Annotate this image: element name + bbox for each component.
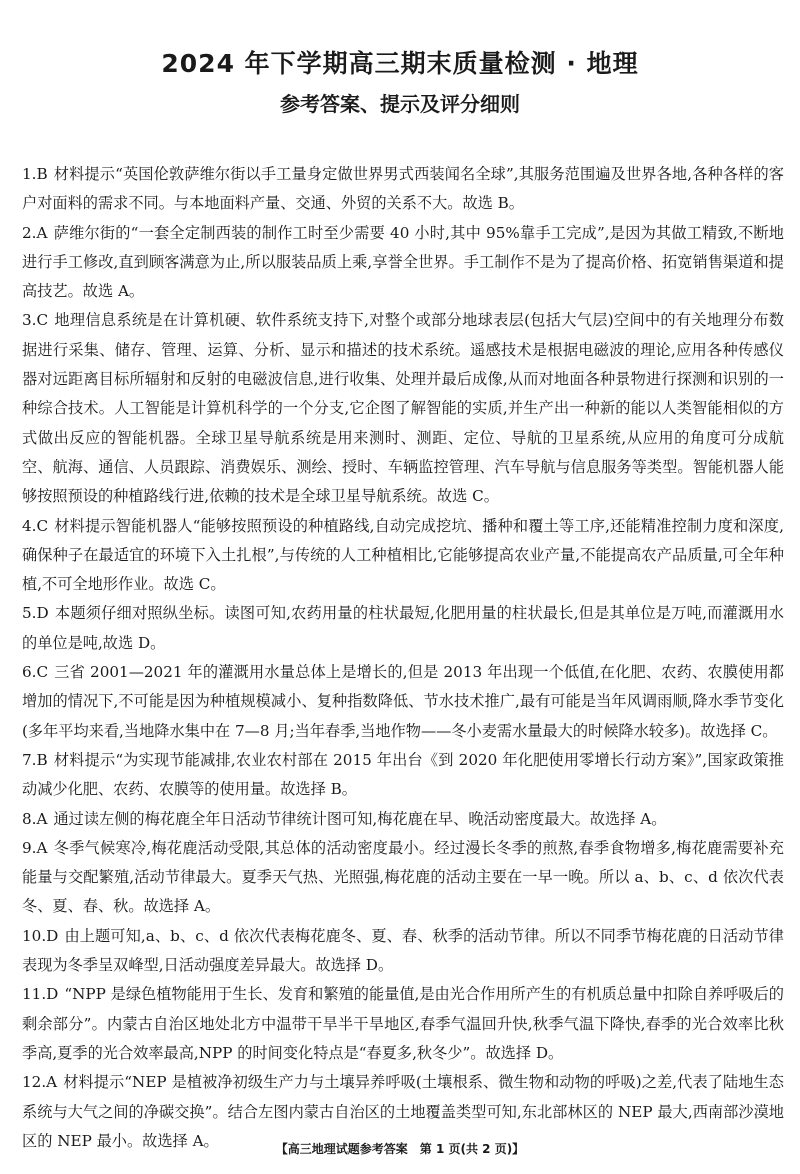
- answer-explanation: 冬季气候寒冷,梅花鹿活动受限,其总体的活动密度最小。经过漫长冬季的煎熬,春季食物增多,梅花鹿需要补充能量与交配繁殖,活动节律最大。夏季天气热、光照强,梅花鹿的活动主要在一早一晚。所以 a、b、c、d 依次代表冬、夏、春、秋。故选择 A。: [22, 838, 784, 916]
- answer-explanation: 由上题可知,a、b、c、d 依次代表梅花鹿冬、夏、春、秋季的活动节律。所以不同季节梅花鹿的日活动节律表现为冬季呈双峰型,日活动强度差异最大。故选择 D。: [22, 926, 784, 975]
- answer-item-11: [22, 980, 784, 1068]
- answer-explanation: 材料提示“NEP 是植被净初级生产力与土壤异养呼吸(土壤根系、微生物和动物的呼吸)之差,代表了陆地生态系统与大气之间的净碳交换”。结合左图内蒙古自治区的土地覆盖类型可知,东北部林区的 NEP 最大,西南部沙漠地区的 NEP 最小。故选择 A。: [22, 1073, 784, 1150]
- answer-explanation: “NPP 是绿色植物能用于生长、发育和繁殖的能量值,是由光合作用所产生的有机质总量中扣除自养呼吸后的剩余部分”。内蒙古自治区地处北方中温带干旱半干旱地区,春季气温回升快,秋季气温下降快,春季的光合效率比秋季高,夏季的光合效率最高,NPP 的时间变化特点是“春夏多,秋冬少”。故选择 D。: [22, 985, 784, 1062]
- answer-item-8: [22, 805, 784, 834]
- answer-number: 11.D: [22, 985, 59, 1004]
- answer-item-2: [22, 219, 784, 307]
- answer-explanation: 材料提示“为实现节能减排,农业农村部在 2015 年出台《到 2020 年化肥使用零增长行动方案》”,国家政策推动减少化肥、农药、农膜等的使用量。故选择 B。: [22, 750, 784, 799]
- answer-number: 8.A: [22, 809, 48, 828]
- answer-explanation: 本题须仔细对照纵坐标。读图可知,农药用量的柱状最短,化肥用量的柱状最长,但是其单位是万吨,而灌溉用水的单位是吨,故选 D。: [22, 604, 784, 652]
- answer-explanation: 通过读左侧的梅花鹿全年日活动节律统计图可知,梅花鹿在早、晚活动密度最大。故选择 A。: [53, 809, 667, 828]
- answer-item-3: [22, 306, 784, 511]
- answer-number: 4.C: [22, 516, 49, 535]
- answer-number: 6.C: [22, 663, 49, 682]
- document-subtitle: 参考答案、提示及评分细则: [280, 92, 520, 116]
- page-footer: 【高三地理试题参考答案 第 1 页(共 2 页)】: [275, 1142, 525, 1156]
- answer-item-4: [22, 512, 784, 600]
- document-title: 2024 年下学期高三期末质量检测 · 地理: [161, 49, 639, 78]
- answer-number: 5.D: [22, 604, 49, 623]
- answer-explanation: 三省 2001—2021 年的灌溉用水量总体上是增长的,但是 2013 年出现一个低值,在化肥、农药、农膜使用都增加的情况下,不可能是因为种植规模减小、复种指数降低、节水技术推广,最有可能是当年风调雨顺,降水季节变化(多年平均来看,当地降水集中在 7—8 月;当年春季,当地作物——冬小麦需水量最大的时候降水较多)。故选择 C。: [22, 663, 784, 740]
- answer-item-10: [22, 922, 784, 981]
- answer-number: 2.A: [22, 223, 48, 242]
- answer-item-9: [22, 834, 784, 922]
- answer-number: 1.B: [22, 165, 48, 183]
- answer-item-6: [22, 658, 784, 746]
- answer-item-5: [22, 599, 784, 658]
- answer-list: [22, 160, 784, 1156]
- answer-explanation: 材料提示智能机器人“能够按照预设的种植路线,自动完成挖坑、播种和覆土等工序,还能精准控制力度和深度,确保种子在最适宜的环境下入土扎根”,与传统的人工种植相比,它能够提高农业产量,不能提高农产品质量,可全年种植,不可全地形作业。故选 C。: [22, 516, 784, 594]
- answer-number: 12.A: [22, 1073, 58, 1092]
- answer-explanation: 萨维尔街的“一套全定制西装的制作工时至少需要 40 小时,其中 95%靠手工完成”,是因为其做工精致,不断地进行手工修改,直到顾客满意为止,所以服装品质上乘,享誉全世界。手工制作不是为了提高价格、拓宽销售渠道和提高技艺。故选 A。: [22, 223, 784, 301]
- answer-explanation: 地理信息系统是在计算机硬、软件系统支持下,对整个或部分地球表层(包括大气层)空间中的有关地理分布数据进行采集、储存、管理、运算、分析、显示和描述的技术系统。遥感技术是根据电磁波的理论,应用各种传感仪器对远距离目标所辐射和反射的电磁波信息,进行收集、处理并最后成像,从而对地面各种景物进行探测和识别的一种综合技术。人工智能是计算机科学的一个分支,它企图了解智能的实质,并生产出一种新的能以人类智能相似的方式做出反应的智能机器。全球卫星导航系统是用来测时、测距、定位、导航的卫星系统,从应用的角度可分成航空、航海、通信、人员跟踪、消费娱乐、测绘、授时、车辆监控管理、汽车导航与信息服务等类型。智能机器人能够按照预设的种植路线行进,依赖的技术是全球卫星导航系统。故选 C。: [22, 311, 784, 506]
- answer-number: 9.A: [22, 838, 48, 857]
- answer-explanation: 材料提示“英国伦敦萨维尔街以手工量身定做世界男式西装闻名全球”,其服务范围遍及世界各地,各种各样的客户对面料的需求不同。与本地面料产量、交通、外贸的关系不大。故选 B。: [22, 165, 784, 213]
- answer-number: 3.C: [22, 311, 49, 330]
- answer-item-7: [22, 746, 784, 805]
- answer-number: 10.D: [22, 926, 59, 945]
- answer-item-1: [22, 160, 784, 219]
- answer-number: 7.B: [22, 750, 48, 769]
